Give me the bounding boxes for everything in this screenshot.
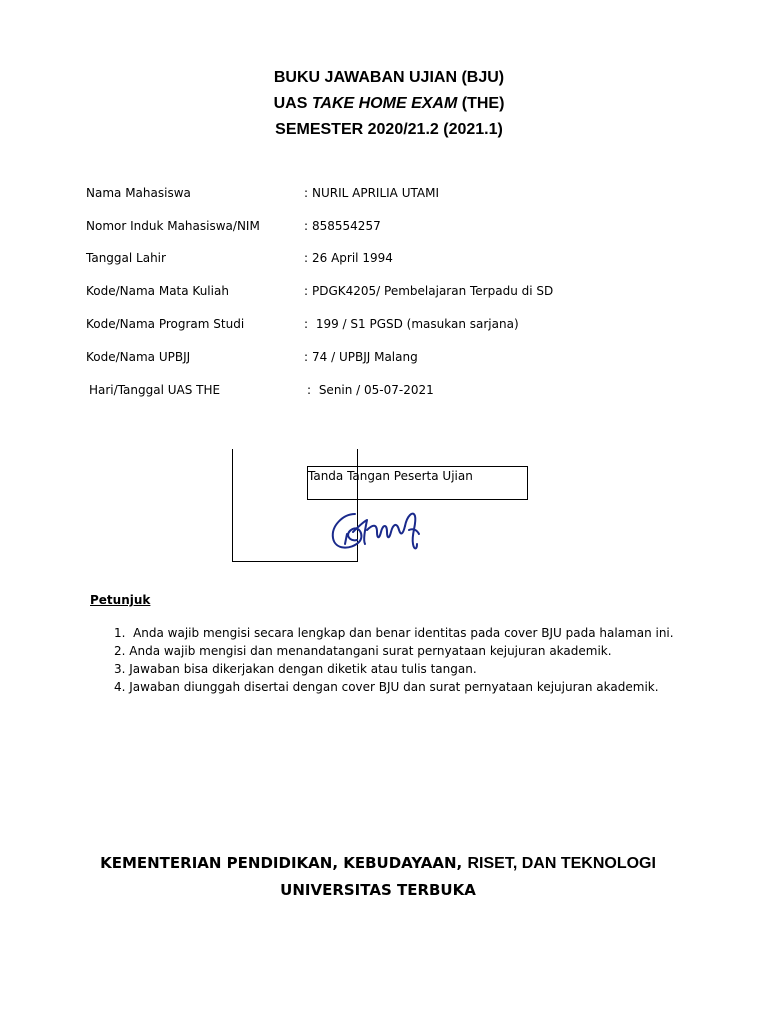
signature-label: Tanda Tangan Peserta Ujian <box>308 469 473 483</box>
identity-label: Tanggal Lahir <box>86 251 166 265</box>
title-line-2-prefix: UAS <box>273 95 308 112</box>
identity-separator: : <box>304 284 309 298</box>
identity-label: Nama Mahasiswa <box>86 186 191 200</box>
identity-separator: : <box>304 251 309 265</box>
identity-value: 199 / S1 PGSD (masukan sarjana) <box>312 317 519 331</box>
identity-value: PDGK4205/ Pembelajaran Terpadu di SD <box>312 284 554 298</box>
instruction-item: 2. Anda wajib mengisi dan menandatangani surat pernyataan kejujuran akademik. <box>114 644 612 658</box>
footer <box>0 852 756 906</box>
identity-separator: : <box>304 317 309 331</box>
instructions-list <box>114 624 674 696</box>
title-line-3: SEMESTER 2020/21.2 (2021.1) <box>275 121 503 138</box>
instruction-item: 3. Jawaban bisa dikerjakan dengan diketik atau tulis tangan. <box>114 662 477 676</box>
footer-ministry-part1: KEMENTERIAN PENDIDIKAN, KEBUDAYAAN, <box>100 854 468 872</box>
instruction-item: 1. Anda wajib mengisi secara lengkap dan benar identitas pada cover BJU pada halaman ini. <box>114 626 674 640</box>
identity-label: Nomor Induk Mahasiswa/NIM <box>86 219 260 233</box>
identity-value: 74 / UPBJJ Malang <box>312 350 418 364</box>
identity-separator: : <box>304 186 309 200</box>
footer-ministry <box>0 852 756 879</box>
identity-label: Kode/Nama UPBJJ <box>86 350 191 364</box>
document-title <box>0 68 768 146</box>
title-line-2 <box>0 94 768 120</box>
identity-separator: : <box>307 383 312 397</box>
title-line-1: BUKU JAWABAN UJIAN (BJU) <box>273 69 505 86</box>
identity-label: Kode/Nama Program Studi <box>86 317 245 331</box>
identity-value: 26 April 1994 <box>312 251 393 265</box>
identity-value: 858554257 <box>312 219 381 233</box>
identity-value: NURIL APRILIA UTAMI <box>312 186 439 200</box>
instruction-item: 4. Jawaban diunggah disertai dengan cover BJU dan surat pernyataan kejujuran akademik. <box>114 680 659 694</box>
footer-ministry-part2: RISET, DAN TEKNOLOGI <box>467 855 656 872</box>
title-line-2-italic: TAKE HOME EXAM <box>311 95 458 112</box>
instructions-heading: Petunjuk <box>90 593 151 607</box>
identity-separator: : <box>304 350 309 364</box>
identity-separator: : <box>304 219 309 233</box>
identity-value: Senin / 05-07-2021 <box>315 383 434 397</box>
footer-university: UNIVERSITAS TERBUKA <box>280 881 476 899</box>
title-line-2-suffix: (THE) <box>461 95 505 112</box>
identity-label: Hari/Tanggal UAS THE <box>89 383 221 397</box>
signature-image <box>325 500 425 556</box>
identity-label: Kode/Nama Mata Kuliah <box>86 284 229 298</box>
